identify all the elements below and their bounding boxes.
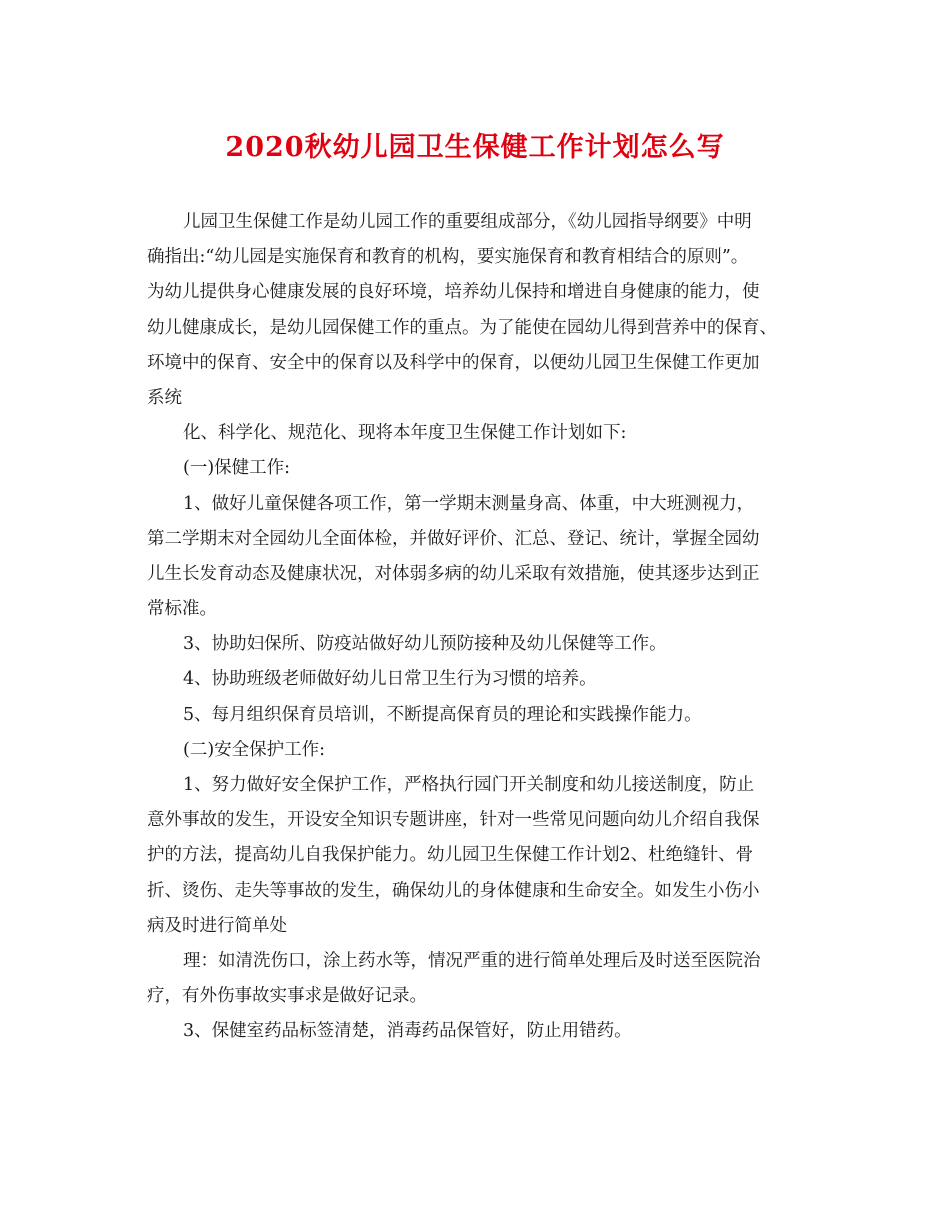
text-line: 化、科学化、规范化、现将本年度卫生保健工作计划如下: [183, 423, 627, 444]
text-line: 5、每月组织保育员培训，不断提高保育员的理论和实践操作能力。 [183, 704, 702, 725]
text-line: 为幼儿提供身心健康发展的良好环境，培养幼儿保持和增进自身健康的能力，使 [147, 282, 760, 303]
text-line: 幼儿健康成长，是幼儿园保健工作的重点。为了能使在园幼儿得到营养中的保育、 [147, 317, 777, 338]
text-line: 折、烫伤、走失等事故的发生，确保幼儿的身体健康和生命安全。如发生小伤小 [147, 880, 760, 901]
text-line: 意外事故的发生，开设安全知识专题讲座，针对一些常见问题向幼儿介绍自我保 [147, 810, 760, 831]
text-line: 理：如清洗伤口，涂上药水等，情况严重的进行简单处理后及时送至医院治 [183, 950, 761, 971]
text-line: 1、努力做好安全保护工作，严格执行园门开关制度和幼儿接送制度，防止 [183, 775, 755, 795]
text-line: 儿生长发育动态及健康状况，对体弱多病的幼儿采取有效措施，使其逐步达到正 [147, 563, 760, 584]
text-line: 疗，有外伤事故实事求是做好记录。 [147, 986, 427, 1007]
text-line: 环境中的保育、安全中的保育以及科学中的保育，以便幼儿园卫生保健工作更加 [147, 352, 760, 373]
text-line: 1、做好儿童保健各项工作，第一学期末测量身高、体重，中大班测视力， [183, 493, 755, 514]
text-line: 第二学期末对全园幼儿全面体检，并做好评价、汇总、登记、统计，掌握全园幼 [147, 528, 760, 549]
text-line: 病及时进行简单处 [147, 915, 287, 936]
text-line: (二)安全保护工作: [183, 739, 326, 760]
text-line: 确指出:“幼儿园是实施保育和教育的机构，要实施保育和教育相结合的原则”。 [147, 247, 749, 268]
document-title: 2020秋幼儿园卫生保健工作计划怎么写 [225, 132, 725, 163]
text-line: 4、协助班级老师做好幼儿日常卫生行为习惯的培养。 [183, 669, 597, 690]
text-line: 护的方法，提高幼儿自我保护能力。幼儿园卫生保健工作计划2、杜绝缝针、骨 [147, 845, 754, 866]
document-body [147, 205, 812, 1050]
text-line: 常标准。 [147, 599, 217, 620]
text-line: 系统 [147, 387, 182, 408]
body-text [147, 205, 812, 1050]
text-line: (一)保健工作: [183, 458, 291, 479]
text-line: 3、保健室药品标签清楚，消毒药品保管好，防止用错药。 [183, 1021, 632, 1042]
text-line: 儿园卫生保健工作是幼儿园工作的重要组成部分，《幼儿园指导纲要》中明 [183, 212, 752, 232]
text-line: 3、协助妇保所、防疫站做好幼儿预防接种及幼儿保健等工作。 [183, 634, 667, 655]
